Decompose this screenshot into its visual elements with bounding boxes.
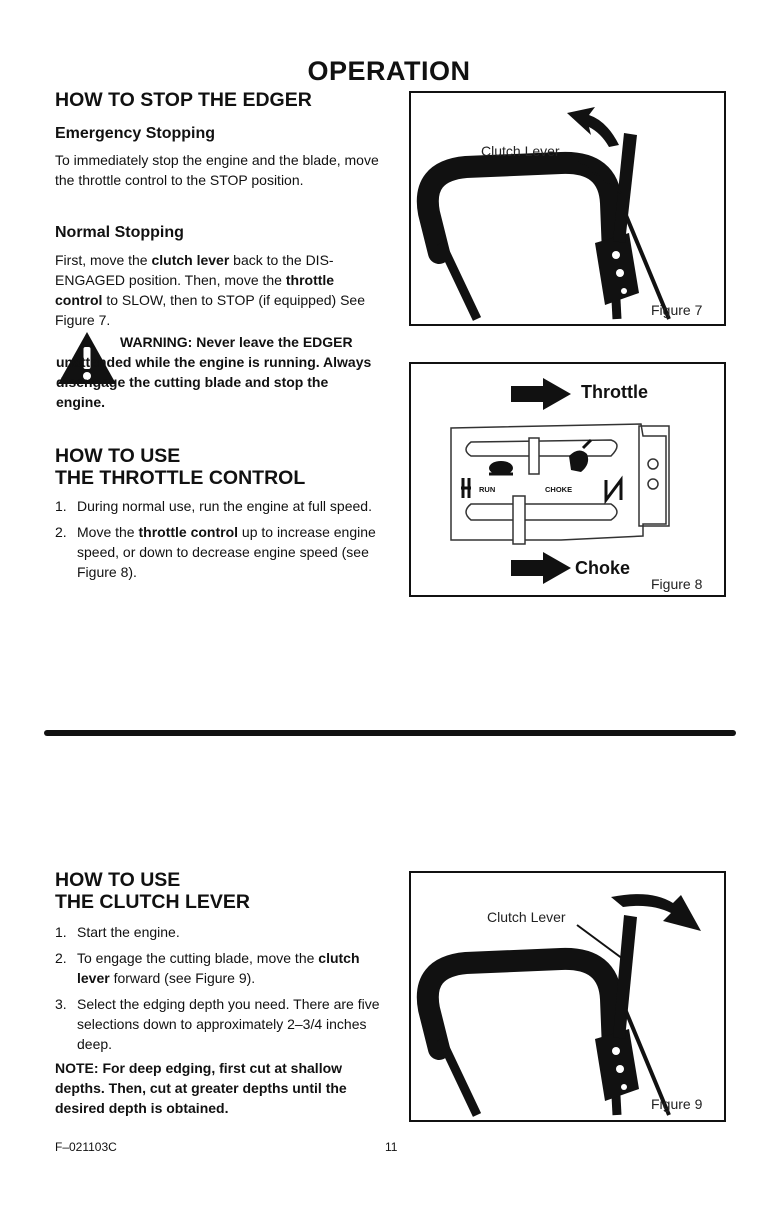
page-number: 11 [385, 1140, 398, 1154]
choke-label: Choke [575, 558, 631, 578]
list-item: 2. Move the throttle control up to increase engine speed, or down to decrease engine speed (see Figure 8). [55, 524, 376, 580]
normal-text: First, move the clutch lever back to the DIS-ENGAGED position. Then, move the throttle control to SLOW, then to STOP (if equipped) See Figure 7. [55, 252, 365, 328]
normal-heading: Normal Stopping [55, 224, 184, 241]
warning-text: WARNING: Never leave the EDGER unattended while the engine is running. Always disengage the cutting blade and stop the engine. [56, 334, 372, 410]
figure-7 [409, 91, 726, 326]
footer-code: F–021103C [55, 1140, 117, 1154]
clutch-heading-line1: HOW TO USE [55, 869, 181, 891]
run-label: RUN [479, 485, 496, 494]
list-item: 3. Select the edging depth you need. There are five selections down to approximately 2–3/4 inches deep. [55, 996, 380, 1052]
page-title: OPERATION [307, 56, 471, 86]
throttle-heading-line1: HOW TO USE [55, 445, 181, 467]
clutch-lever-illustration [411, 873, 724, 1120]
section-divider [44, 730, 736, 736]
choke-mark-label: CHOKE [545, 485, 573, 494]
emergency-heading: Emergency Stopping [55, 125, 216, 142]
clutch-lever-illustration [411, 93, 724, 324]
clutch-steps [55, 922, 380, 1060]
list-item: 1. During normal use, run the engine at full speed. [55, 498, 372, 514]
figure-9-caption: Figure 9 [651, 1096, 703, 1112]
figure-8 [409, 362, 726, 597]
clutch-lever-label: Clutch Lever [481, 143, 560, 159]
throttle-steps [55, 496, 380, 588]
throttle-heading-line2: THE THROTTLE CONTROL [55, 467, 306, 489]
throttle-panel-illustration [411, 364, 724, 595]
list-item: 2. To engage the cutting blade, move the clutch lever forward (see Figure 9). [55, 950, 360, 986]
figure-9 [409, 871, 726, 1122]
emergency-text: To immediately stop the engine and the blade, move the throttle control to the STOP position. [55, 152, 379, 188]
figure-7-caption: Figure 7 [651, 302, 703, 318]
figure-8-caption: Figure 8 [651, 576, 703, 592]
stop-heading: HOW TO STOP THE EDGER [55, 89, 312, 111]
clutch-lever-label: Clutch Lever [487, 909, 566, 925]
clutch-heading-line2: THE CLUTCH LEVER [55, 891, 250, 913]
note-text: NOTE: For deep edging, first cut at shallow depths. Then, cut at greater depths until the desired depth is obtained. [55, 1060, 347, 1116]
list-item: 1. Start the engine. [55, 924, 180, 940]
throttle-label: Throttle [581, 382, 648, 402]
